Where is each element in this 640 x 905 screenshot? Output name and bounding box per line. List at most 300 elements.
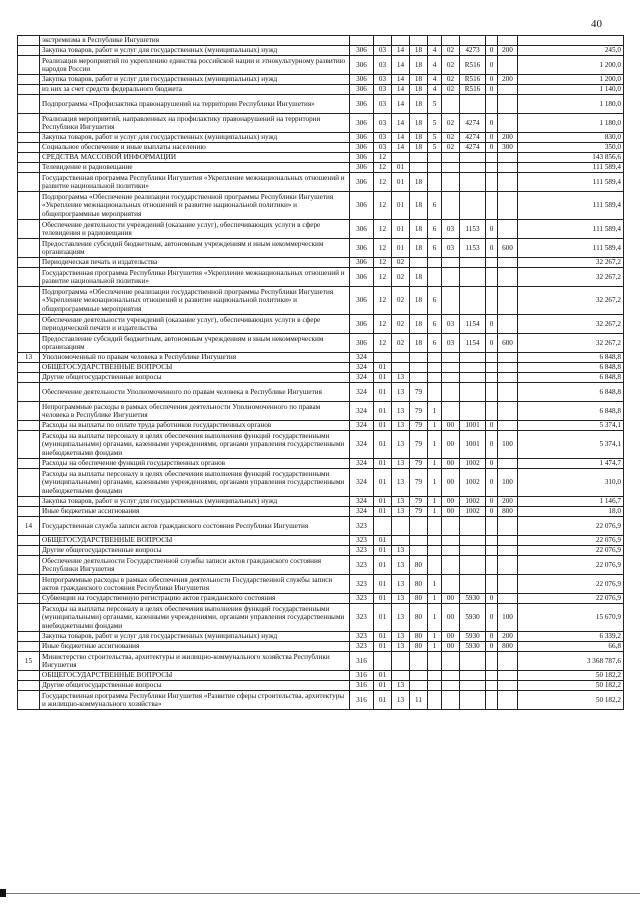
row-name-cell: Расходы на выплаты персоналу в целях обеспечения выполнения функций государственными (муниципальными) органами, казенными учреждениями, органами управления государственными внебюджетными фондами bbox=[40, 431, 350, 459]
code-cell: 324 bbox=[350, 363, 374, 373]
code-cell: 1153 bbox=[460, 239, 486, 258]
code-cell: 12 bbox=[374, 268, 392, 287]
row-number-cell bbox=[18, 114, 40, 133]
code-cell: 306 bbox=[350, 85, 374, 95]
code-cell bbox=[392, 536, 410, 546]
code-cell bbox=[486, 546, 498, 556]
code-cell: 1002 bbox=[460, 507, 486, 517]
code-cell bbox=[428, 163, 442, 173]
row-name-cell: Закупка товаров, работ и услуг для государственных (муниципальных) нужд bbox=[40, 632, 350, 642]
code-cell: 18 bbox=[410, 114, 428, 133]
row-number-cell bbox=[18, 163, 40, 173]
code-cell bbox=[442, 353, 460, 363]
table-row bbox=[18, 173, 624, 192]
code-cell bbox=[392, 353, 410, 363]
amount-cell: 32 267,2 bbox=[518, 334, 624, 353]
code-cell bbox=[460, 353, 486, 363]
code-cell bbox=[486, 268, 498, 287]
table-row bbox=[18, 681, 624, 691]
code-cell bbox=[498, 536, 518, 546]
code-cell: 01 bbox=[392, 239, 410, 258]
code-cell: 1 bbox=[428, 642, 442, 652]
code-cell: 02 bbox=[392, 287, 410, 315]
code-cell bbox=[486, 536, 498, 546]
code-cell: 306 bbox=[350, 46, 374, 56]
code-cell bbox=[374, 353, 392, 363]
code-cell: 02 bbox=[442, 46, 460, 56]
code-cell: 306 bbox=[350, 95, 374, 114]
table-row bbox=[18, 469, 624, 497]
amount-cell: 310,0 bbox=[518, 469, 624, 497]
code-cell bbox=[460, 268, 486, 287]
code-cell: 0 bbox=[486, 133, 498, 143]
code-cell bbox=[410, 163, 428, 173]
table-row bbox=[18, 421, 624, 431]
row-name-cell: Непрограммные расходы в рамках обеспечения деятельности Государственной службы записи актов гражданского состояния Республики Ингушетия bbox=[40, 575, 350, 594]
code-cell bbox=[428, 173, 442, 192]
row-number-cell bbox=[18, 143, 40, 153]
code-cell bbox=[498, 36, 518, 46]
code-cell: 0 bbox=[486, 46, 498, 56]
code-cell bbox=[460, 402, 486, 421]
code-cell bbox=[428, 556, 442, 575]
code-cell: 01 bbox=[374, 642, 392, 652]
row-name-cell: ОБЩЕГОСУДАРСТВЕННЫЕ ВОПРОСЫ bbox=[40, 363, 350, 373]
code-cell: 12 bbox=[374, 173, 392, 192]
row-number-cell bbox=[18, 75, 40, 85]
code-cell: 01 bbox=[374, 363, 392, 373]
code-cell bbox=[498, 363, 518, 373]
row-number-cell bbox=[18, 258, 40, 268]
code-cell: 14 bbox=[392, 95, 410, 114]
code-cell: 13 bbox=[392, 594, 410, 604]
amount-cell: 22 076,9 bbox=[518, 575, 624, 594]
code-cell bbox=[374, 652, 392, 671]
code-cell bbox=[428, 383, 442, 402]
row-name-cell: Субвенции на государственную регистрацию актов гражданского состояния bbox=[40, 594, 350, 604]
row-number-cell bbox=[18, 334, 40, 353]
code-cell: 323 bbox=[350, 642, 374, 652]
code-cell: 03 bbox=[374, 85, 392, 95]
code-cell bbox=[498, 517, 518, 536]
code-cell: 5930 bbox=[460, 632, 486, 642]
code-cell: 4274 bbox=[460, 133, 486, 143]
code-cell: 306 bbox=[350, 114, 374, 133]
code-cell bbox=[498, 556, 518, 575]
code-cell: R516 bbox=[460, 75, 486, 85]
code-cell: 12 bbox=[374, 163, 392, 173]
code-cell: 18 bbox=[410, 56, 428, 75]
amount-cell: 143 856,6 bbox=[518, 153, 624, 163]
table-row bbox=[18, 133, 624, 143]
code-cell: 01 bbox=[374, 469, 392, 497]
amount-cell: 1 200,0 bbox=[518, 56, 624, 75]
table-row bbox=[18, 153, 624, 163]
table-row bbox=[18, 536, 624, 546]
code-cell: 1 bbox=[428, 604, 442, 632]
row-number-cell bbox=[18, 46, 40, 56]
code-cell: 14 bbox=[392, 133, 410, 143]
code-cell bbox=[392, 671, 410, 681]
code-cell: 0 bbox=[486, 56, 498, 75]
code-cell bbox=[486, 173, 498, 192]
code-cell bbox=[498, 95, 518, 114]
amount-cell: 5 374,1 bbox=[518, 431, 624, 459]
code-cell: 13 bbox=[392, 632, 410, 642]
code-cell bbox=[460, 681, 486, 691]
code-cell: 18 bbox=[410, 268, 428, 287]
code-cell: 80 bbox=[410, 556, 428, 575]
amount-cell: 245,0 bbox=[518, 46, 624, 56]
code-cell: 4 bbox=[428, 46, 442, 56]
code-cell: 5930 bbox=[460, 604, 486, 632]
code-cell: 4 bbox=[428, 56, 442, 75]
row-number-cell bbox=[18, 315, 40, 334]
code-cell: 01 bbox=[374, 431, 392, 459]
amount-cell: 1 146,7 bbox=[518, 497, 624, 507]
code-cell bbox=[442, 95, 460, 114]
row-number-cell: 13 bbox=[18, 353, 40, 363]
row-name-cell: Другие общегосударственные вопросы bbox=[40, 373, 350, 383]
amount-cell: 830,0 bbox=[518, 133, 624, 143]
code-cell bbox=[498, 594, 518, 604]
code-cell: 18 bbox=[410, 46, 428, 56]
code-cell: 13 bbox=[392, 402, 410, 421]
row-name-cell: Государственная программа Республики Ингушетия «Развитие сферы строительства, архитектуры и жилищно-коммунального хозяйства» bbox=[40, 691, 350, 710]
row-number-cell bbox=[18, 556, 40, 575]
row-name-cell: Министерство строительства, архитектуры и жилищно-коммунального хозяйства Республики Ингушетия bbox=[40, 652, 350, 671]
code-cell: 0 bbox=[486, 604, 498, 632]
row-name-cell: Закупка товаров, работ и услуг для государственных (муниципальных) нужд bbox=[40, 133, 350, 143]
code-cell: 01 bbox=[374, 546, 392, 556]
code-cell bbox=[486, 681, 498, 691]
code-cell: 01 bbox=[374, 671, 392, 681]
code-cell: 13 bbox=[392, 546, 410, 556]
amount-cell: 50 182,2 bbox=[518, 671, 624, 681]
code-cell bbox=[486, 652, 498, 671]
row-number-cell bbox=[18, 239, 40, 258]
row-name-cell: Расходы на выплаты персоналу в целях обеспечения выполнения функций государственными (муниципальными) органами, казенными учреждениями, органами управления государственными внебюджетными фондами bbox=[40, 604, 350, 632]
code-cell: 6 bbox=[428, 220, 442, 239]
code-cell bbox=[486, 287, 498, 315]
code-cell: 1 bbox=[428, 402, 442, 421]
code-cell: 1 bbox=[428, 431, 442, 459]
code-cell: 1 bbox=[428, 594, 442, 604]
row-name-cell: Уполномоченный по правам человека в Республике Ингушетия bbox=[40, 353, 350, 363]
row-name-cell: Непрограммные расходы в рамках обеспечения деятельности Уполномоченного по правам человека в Республике Ингушетия bbox=[40, 402, 350, 421]
code-cell: 00 bbox=[442, 594, 460, 604]
amount-cell: 111 589,4 bbox=[518, 220, 624, 239]
code-cell bbox=[498, 353, 518, 363]
code-cell: 1002 bbox=[460, 459, 486, 469]
code-cell bbox=[442, 575, 460, 594]
code-cell: 306 bbox=[350, 56, 374, 75]
code-cell: 0 bbox=[486, 315, 498, 334]
code-cell: 306 bbox=[350, 75, 374, 85]
code-cell bbox=[442, 287, 460, 315]
code-cell: 324 bbox=[350, 373, 374, 383]
code-cell: 18 bbox=[410, 287, 428, 315]
code-cell bbox=[428, 691, 442, 710]
code-cell bbox=[498, 173, 518, 192]
code-cell bbox=[442, 383, 460, 402]
code-cell: 13 bbox=[392, 575, 410, 594]
amount-cell: 6 848,8 bbox=[518, 353, 624, 363]
code-cell: 79 bbox=[410, 383, 428, 402]
row-number-cell bbox=[18, 133, 40, 143]
code-cell: 18 bbox=[410, 239, 428, 258]
code-cell bbox=[410, 546, 428, 556]
code-cell: 13 bbox=[392, 383, 410, 402]
table-row bbox=[18, 632, 624, 642]
code-cell bbox=[410, 671, 428, 681]
code-cell bbox=[486, 373, 498, 383]
table-row bbox=[18, 56, 624, 75]
code-cell: 14 bbox=[392, 143, 410, 153]
code-cell: 03 bbox=[442, 334, 460, 353]
code-cell bbox=[428, 268, 442, 287]
amount-cell: 32 267,2 bbox=[518, 258, 624, 268]
code-cell: 00 bbox=[442, 497, 460, 507]
code-cell: 03 bbox=[374, 133, 392, 143]
page-number: 40 bbox=[591, 18, 602, 30]
code-cell: 6 bbox=[428, 239, 442, 258]
code-cell bbox=[498, 220, 518, 239]
code-cell: 00 bbox=[442, 642, 460, 652]
row-name-cell: Иные бюджетные ассигнования bbox=[40, 642, 350, 652]
code-cell: 0 bbox=[486, 594, 498, 604]
code-cell bbox=[410, 363, 428, 373]
amount-cell: 22 076,9 bbox=[518, 556, 624, 575]
code-cell bbox=[460, 546, 486, 556]
amount-cell: 1 140,0 bbox=[518, 85, 624, 95]
row-number-cell bbox=[18, 681, 40, 691]
code-cell: 324 bbox=[350, 497, 374, 507]
code-cell: 00 bbox=[442, 469, 460, 497]
code-cell: 12 bbox=[374, 220, 392, 239]
code-cell: 323 bbox=[350, 594, 374, 604]
table-row bbox=[18, 363, 624, 373]
code-cell: 01 bbox=[374, 497, 392, 507]
code-cell: 02 bbox=[442, 143, 460, 153]
code-cell: 13 bbox=[392, 469, 410, 497]
code-cell: 306 bbox=[350, 239, 374, 258]
code-cell bbox=[498, 268, 518, 287]
code-cell bbox=[498, 315, 518, 334]
row-name-cell: Подпрограмма «Обеспечение реализации государственной программы Республики Ингушетия «Укрепление межнациональных отношений и развитие национальной политики» и общепрограммные мероприятия bbox=[40, 287, 350, 315]
code-cell bbox=[350, 36, 374, 46]
table-row bbox=[18, 517, 624, 536]
code-cell: 01 bbox=[392, 220, 410, 239]
code-cell: 0 bbox=[486, 85, 498, 95]
code-cell: 324 bbox=[350, 431, 374, 459]
code-cell: 1 bbox=[428, 469, 442, 497]
row-name-cell: Закупка товаров, работ и услуг для государственных (муниципальных) нужд bbox=[40, 46, 350, 56]
code-cell: 79 bbox=[410, 402, 428, 421]
code-cell bbox=[486, 192, 498, 220]
code-cell: 80 bbox=[410, 632, 428, 642]
code-cell: 01 bbox=[392, 163, 410, 173]
code-cell: 0 bbox=[486, 459, 498, 469]
row-name-cell: Предоставление субсидий бюджетным, автономным учреждениям и иным некоммерческим организациям bbox=[40, 239, 350, 258]
page-bottom-line bbox=[0, 893, 640, 894]
table-row bbox=[18, 163, 624, 173]
code-cell bbox=[460, 287, 486, 315]
code-cell: 4 bbox=[428, 85, 442, 95]
code-cell: 316 bbox=[350, 681, 374, 691]
row-number-cell bbox=[18, 383, 40, 402]
code-cell bbox=[460, 556, 486, 575]
code-cell bbox=[486, 163, 498, 173]
code-cell: 13 bbox=[392, 373, 410, 383]
code-cell: 01 bbox=[374, 459, 392, 469]
code-cell bbox=[486, 353, 498, 363]
code-cell bbox=[392, 153, 410, 163]
code-cell: 01 bbox=[374, 507, 392, 517]
code-cell bbox=[460, 153, 486, 163]
row-number-cell bbox=[18, 594, 40, 604]
code-cell: 12 bbox=[374, 153, 392, 163]
code-cell: 1154 bbox=[460, 315, 486, 334]
row-name-cell: ОБЩЕГОСУДАРСТВЕННЫЕ ВОПРОСЫ bbox=[40, 536, 350, 546]
table-row bbox=[18, 546, 624, 556]
code-cell bbox=[460, 173, 486, 192]
code-cell: 02 bbox=[392, 268, 410, 287]
code-cell: 02 bbox=[442, 75, 460, 85]
row-number-cell bbox=[18, 575, 40, 594]
code-cell: 18 bbox=[410, 173, 428, 192]
row-name-cell: Расходы на выплаты по оплате труда работников государственных органов bbox=[40, 421, 350, 431]
code-cell bbox=[486, 153, 498, 163]
code-cell bbox=[460, 671, 486, 681]
code-cell: 200 bbox=[498, 46, 518, 56]
code-cell: 13 bbox=[392, 604, 410, 632]
row-number-cell bbox=[18, 459, 40, 469]
row-name-cell: Предоставление субсидий бюджетным, автономным учреждениям и иным некоммерческим организациям bbox=[40, 334, 350, 353]
row-number-cell bbox=[18, 642, 40, 652]
row-name-cell: Другие общегосударственные вопросы bbox=[40, 546, 350, 556]
code-cell bbox=[460, 163, 486, 173]
code-cell bbox=[460, 517, 486, 536]
row-name-cell: ОБЩЕГОСУДАРСТВЕННЫЕ ВОПРОСЫ bbox=[40, 671, 350, 681]
row-name-cell: Подпрограмма «Профилактика правонарушений на территории Республики Ингушетия» bbox=[40, 95, 350, 114]
code-cell bbox=[498, 114, 518, 133]
code-cell: 200 bbox=[498, 75, 518, 85]
table-row bbox=[18, 671, 624, 681]
table-row bbox=[18, 402, 624, 421]
code-cell: 1 bbox=[428, 497, 442, 507]
table-row bbox=[18, 315, 624, 334]
code-cell: 12 bbox=[374, 239, 392, 258]
code-cell: 1 bbox=[428, 459, 442, 469]
code-cell: 1001 bbox=[460, 431, 486, 459]
code-cell bbox=[410, 258, 428, 268]
code-cell bbox=[428, 373, 442, 383]
row-number-cell bbox=[18, 546, 40, 556]
code-cell bbox=[498, 691, 518, 710]
code-cell bbox=[442, 671, 460, 681]
code-cell: 00 bbox=[442, 632, 460, 642]
code-cell: 14 bbox=[392, 114, 410, 133]
row-name-cell: Иные бюджетные ассигнования bbox=[40, 507, 350, 517]
code-cell: 4274 bbox=[460, 143, 486, 153]
code-cell bbox=[486, 575, 498, 594]
code-cell bbox=[498, 85, 518, 95]
code-cell bbox=[486, 36, 498, 46]
code-cell: 323 bbox=[350, 517, 374, 536]
code-cell: 5 bbox=[428, 133, 442, 143]
table-row bbox=[18, 373, 624, 383]
code-cell: 00 bbox=[442, 421, 460, 431]
table-row bbox=[18, 36, 624, 46]
code-cell: 03 bbox=[374, 75, 392, 85]
code-cell: 02 bbox=[442, 85, 460, 95]
table-row bbox=[18, 353, 624, 363]
code-cell: 5930 bbox=[460, 642, 486, 652]
code-cell bbox=[498, 56, 518, 75]
code-cell bbox=[428, 353, 442, 363]
amount-cell: 32 267,2 bbox=[518, 315, 624, 334]
code-cell: 0 bbox=[486, 334, 498, 353]
code-cell: 324 bbox=[350, 469, 374, 497]
table-row bbox=[18, 642, 624, 652]
code-cell bbox=[428, 536, 442, 546]
table-body bbox=[18, 36, 624, 710]
row-name-cell: Закупка товаров, работ и услуг для государственных (муниципальных) нужд bbox=[40, 497, 350, 507]
amount-cell: 1 474,7 bbox=[518, 459, 624, 469]
code-cell bbox=[486, 95, 498, 114]
table-row bbox=[18, 652, 624, 671]
table-row bbox=[18, 431, 624, 459]
code-cell: 79 bbox=[410, 507, 428, 517]
code-cell: 0 bbox=[486, 421, 498, 431]
code-cell: 00 bbox=[442, 431, 460, 459]
code-cell: 18 bbox=[410, 75, 428, 85]
code-cell: 11 bbox=[410, 691, 428, 710]
table-row bbox=[18, 556, 624, 575]
code-cell: 1002 bbox=[460, 469, 486, 497]
code-cell bbox=[498, 383, 518, 402]
code-cell: 12 bbox=[374, 192, 392, 220]
code-cell: 5 bbox=[428, 143, 442, 153]
code-cell: 200 bbox=[498, 133, 518, 143]
code-cell: 100 bbox=[498, 604, 518, 632]
code-cell: 0 bbox=[486, 642, 498, 652]
code-cell bbox=[442, 363, 460, 373]
code-cell: 79 bbox=[410, 431, 428, 459]
code-cell: 323 bbox=[350, 546, 374, 556]
code-cell bbox=[428, 258, 442, 268]
code-cell: 323 bbox=[350, 556, 374, 575]
code-cell bbox=[460, 258, 486, 268]
code-cell: 03 bbox=[374, 95, 392, 114]
code-cell: 02 bbox=[442, 133, 460, 143]
code-cell bbox=[442, 652, 460, 671]
code-cell: 18 bbox=[410, 315, 428, 334]
code-cell: 1153 bbox=[460, 220, 486, 239]
code-cell: 12 bbox=[374, 287, 392, 315]
code-cell bbox=[498, 287, 518, 315]
code-cell: 01 bbox=[374, 681, 392, 691]
row-name-cell: Расходы на обеспечение функций государственных органов bbox=[40, 459, 350, 469]
code-cell bbox=[428, 36, 442, 46]
code-cell: 306 bbox=[350, 173, 374, 192]
amount-cell: 350,0 bbox=[518, 143, 624, 153]
amount-cell: 111 589,4 bbox=[518, 173, 624, 192]
row-number-cell bbox=[18, 192, 40, 220]
table-row bbox=[18, 114, 624, 133]
amount-cell: 5 374,1 bbox=[518, 421, 624, 431]
